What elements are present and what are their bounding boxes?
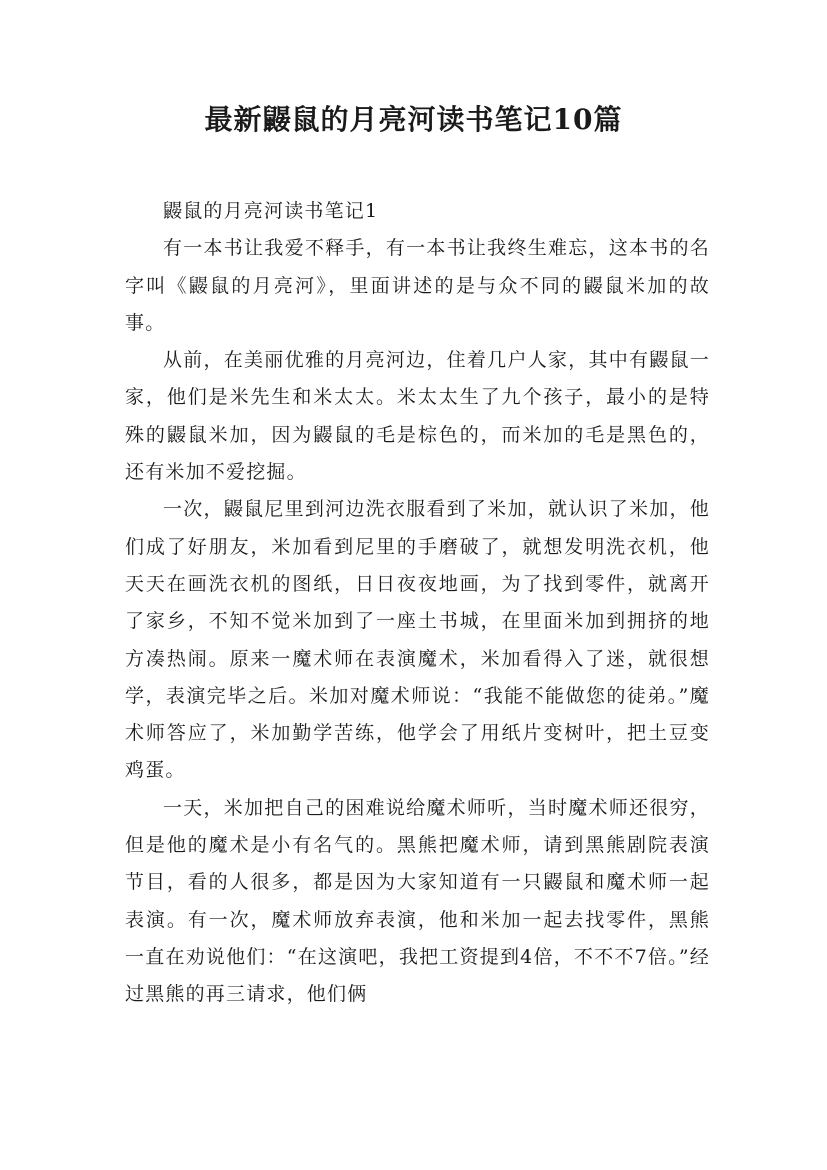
- paragraph-3: 一次，鼹鼠尼里到河边洗衣服看到了米加，就认识了米加，他们成了好朋友，米加看到尼里的手磨破了，就想发明洗衣机，他天天在画洗衣机的图纸，日日夜夜地画，为了找到零件，就离开了家乡，不知不觉米加到了一座土书城，在里面米加到拥挤的地方凑热闹。原来一魔术师在表演魔术，米加看得入了迷，就很想学，表演完毕之后。米加对魔术师说：“我能不能做您的徒弟。”魔术师答应了，米加勤学苦练，他学会了用纸片变树叶，把土豆变鸡蛋。: [125, 498, 710, 782]
- paragraph-4: 一天，米加把自己的困难说给魔术师听，当时魔术师还很穷，但是他的魔术是小有名气的。黑熊把魔术师，请到黑熊剧院表演节目，看的人很多，都是因为大家知道有一只鼹鼠和魔术师一起表演。有一次，魔术师放弃表演，他和米加一起去找零件，黑熊一直在劝说他们：“在这演吧，我把工资提到4倍，不不不7倍。”经过黑熊的再三请求，他们俩: [125, 796, 710, 1006]
- section-heading: 鼹鼠的月亮河读书笔记1: [163, 200, 379, 222]
- document-body: [125, 193, 710, 1014]
- document-title: 最新鼹鼠的月亮河读书笔记10篇: [204, 103, 623, 136]
- paragraph-1: 有一本书让我爱不释手，有一本书让我终生难忘，这本书的名字叫《鼹鼠的月亮河》，里面讲述的是与众不同的鼹鼠米加的故事。: [125, 237, 710, 334]
- paragraph-2: 从前，在美丽优雅的月亮河边，住着几户人家，其中有鼹鼠一家，他们是米先生和米太太。米太太生了九个孩子，最小的是特殊的鼹鼠米加，因为鼹鼠的毛是棕色的，而米加的毛是黑色的，还有米加不爱挖掘。: [125, 349, 710, 484]
